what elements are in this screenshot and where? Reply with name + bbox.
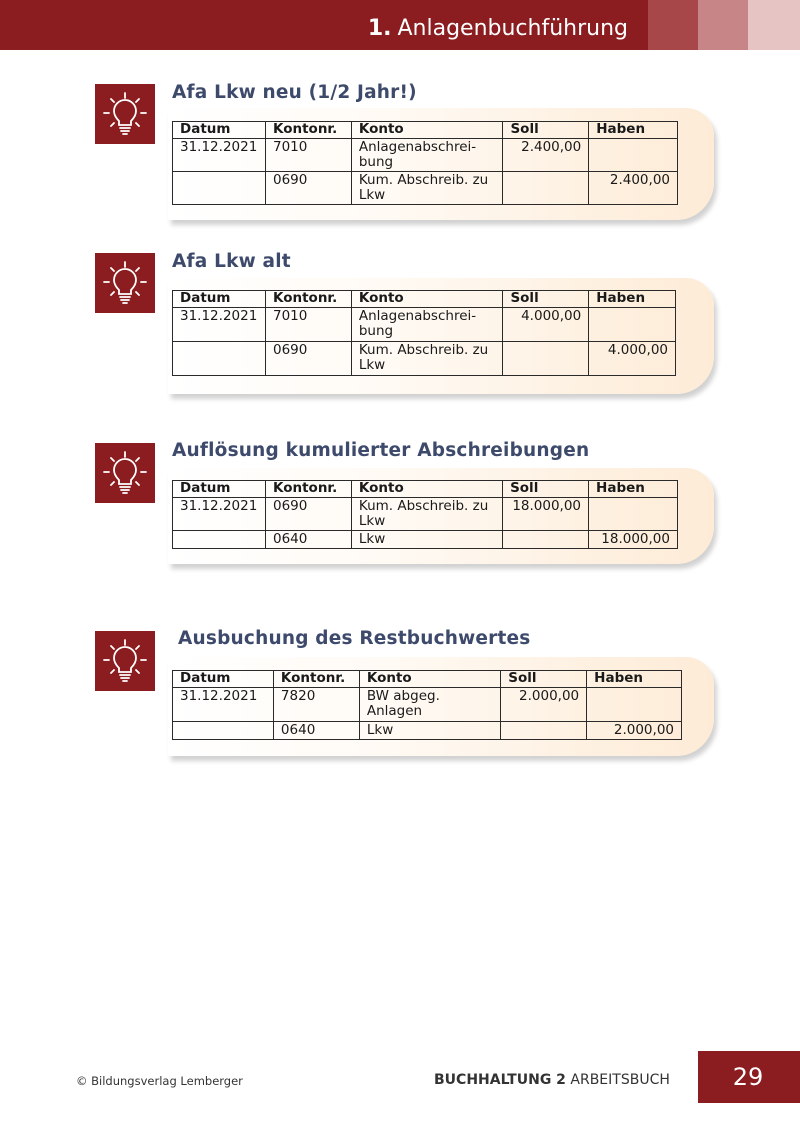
header-swatch-medium — [698, 0, 748, 50]
book-title-rest: ARBEITSBUCH — [570, 1072, 670, 1088]
cell-konto: Lkw — [351, 531, 502, 549]
cell-soll: 2.000,00 — [501, 688, 587, 722]
lightbulb-icon — [95, 631, 155, 691]
book-title-bold: BUCHHALTUNG 2 — [434, 1072, 566, 1088]
cell-kontonr: 7010 — [265, 308, 351, 342]
header-datum: Datum — [173, 481, 266, 498]
header-kontonr: Kontonr. — [265, 481, 351, 498]
table-header-row — [173, 671, 682, 688]
table-row — [173, 498, 678, 531]
header-datum: Datum — [173, 671, 274, 688]
cell-haben — [589, 139, 678, 172]
header-konto: Konto — [351, 291, 503, 308]
header-swatch-dark — [648, 0, 698, 50]
section-title: Afa Lkw neu (1/2 Jahr!) — [172, 82, 417, 103]
booking-table — [172, 121, 678, 205]
header-soll: Soll — [503, 291, 589, 308]
cell-haben: 2.400,00 — [589, 172, 678, 205]
header-soll: Soll — [501, 671, 587, 688]
section-title: Afa Lkw alt — [172, 251, 291, 272]
cell-kontonr: 7010 — [265, 139, 351, 172]
header-datum: Datum — [173, 122, 266, 139]
booking-table — [172, 480, 678, 549]
cell-kontonr: 7820 — [273, 688, 359, 722]
cell-konto: Kum. Abschreib. zu Lkw — [351, 342, 503, 376]
cell-datum: 31.12.2021 — [173, 139, 266, 172]
cell-datum — [173, 722, 274, 740]
cell-soll — [503, 531, 589, 549]
cell-soll — [503, 172, 589, 205]
header-soll: Soll — [503, 481, 589, 498]
cell-datum: 31.12.2021 — [173, 688, 274, 722]
cell-datum — [173, 172, 266, 205]
cell-kontonr: 0690 — [265, 498, 351, 531]
cell-soll: 2.400,00 — [503, 139, 589, 172]
cell-konto: Anlagenabschrei-bung — [351, 308, 503, 342]
cell-kontonr: 0690 — [265, 342, 351, 376]
header-konto: Konto — [351, 122, 503, 139]
book-title — [434, 1072, 670, 1088]
cell-haben — [589, 498, 678, 531]
cell-kontonr: 0640 — [265, 531, 351, 549]
header-haben: Haben — [587, 671, 682, 688]
table-header-row — [173, 122, 678, 139]
header-soll: Soll — [503, 122, 589, 139]
lightbulb-icon — [95, 84, 155, 144]
cell-kontonr: 0640 — [273, 722, 359, 740]
header-haben: Haben — [589, 122, 678, 139]
cell-konto: Kum. Abschreib. zu Lkw — [351, 498, 502, 531]
table-header-row — [173, 291, 676, 308]
cell-haben: 18.000,00 — [589, 531, 678, 549]
chapter-number: 1. — [367, 16, 392, 41]
cell-kontonr: 0690 — [265, 172, 351, 205]
header-konto: Konto — [359, 671, 500, 688]
header-haben: Haben — [589, 481, 678, 498]
cell-haben: 4.000,00 — [589, 342, 676, 376]
copyright-text: © Bildungsverlag Lemberger — [76, 1074, 243, 1088]
cell-datum: 31.12.2021 — [173, 308, 266, 342]
cell-haben — [587, 688, 682, 722]
table-row — [173, 722, 682, 740]
cell-konto: Anlagenabschrei-bung — [351, 139, 503, 172]
cell-haben — [589, 308, 676, 342]
cell-soll: 18.000,00 — [503, 498, 589, 531]
cell-datum — [173, 342, 266, 376]
booking-table — [172, 670, 682, 740]
lightbulb-icon — [95, 253, 155, 313]
cell-konto: Lkw — [359, 722, 500, 740]
cell-datum — [173, 531, 266, 549]
cell-soll: 4.000,00 — [503, 308, 589, 342]
header-kontonr: Kontonr. — [273, 671, 359, 688]
page-number-box — [698, 1051, 800, 1103]
section-title: Ausbuchung des Restbuchwertes — [178, 628, 531, 649]
table-row — [173, 139, 678, 172]
cell-soll — [503, 342, 589, 376]
table-row — [173, 308, 676, 342]
cell-haben: 2.000,00 — [587, 722, 682, 740]
cell-konto: Kum. Abschreib. zu Lkw — [351, 172, 503, 205]
booking-table — [172, 290, 676, 376]
table-row — [173, 688, 682, 722]
table-row — [173, 531, 678, 549]
header-haben: Haben — [589, 291, 676, 308]
lightbulb-icon — [95, 443, 155, 503]
header-konto: Konto — [351, 481, 502, 498]
section-title: Auflösung kumulierter Abschreibungen — [172, 440, 590, 461]
page-number: 29 — [732, 1063, 764, 1091]
cell-soll — [501, 722, 587, 740]
chapter-title-text: Anlagenbuchführung — [397, 16, 628, 41]
table-row — [173, 172, 678, 205]
header-kontonr: Kontonr. — [265, 291, 351, 308]
cell-konto: BW abgeg. Anlagen — [359, 688, 500, 722]
chapter-title — [368, 16, 628, 41]
table-header-row — [173, 481, 678, 498]
cell-datum: 31.12.2021 — [173, 498, 266, 531]
header-datum: Datum — [173, 291, 266, 308]
header-kontonr: Kontonr. — [265, 122, 351, 139]
header-swatch-light — [748, 0, 800, 50]
table-row — [173, 342, 676, 376]
